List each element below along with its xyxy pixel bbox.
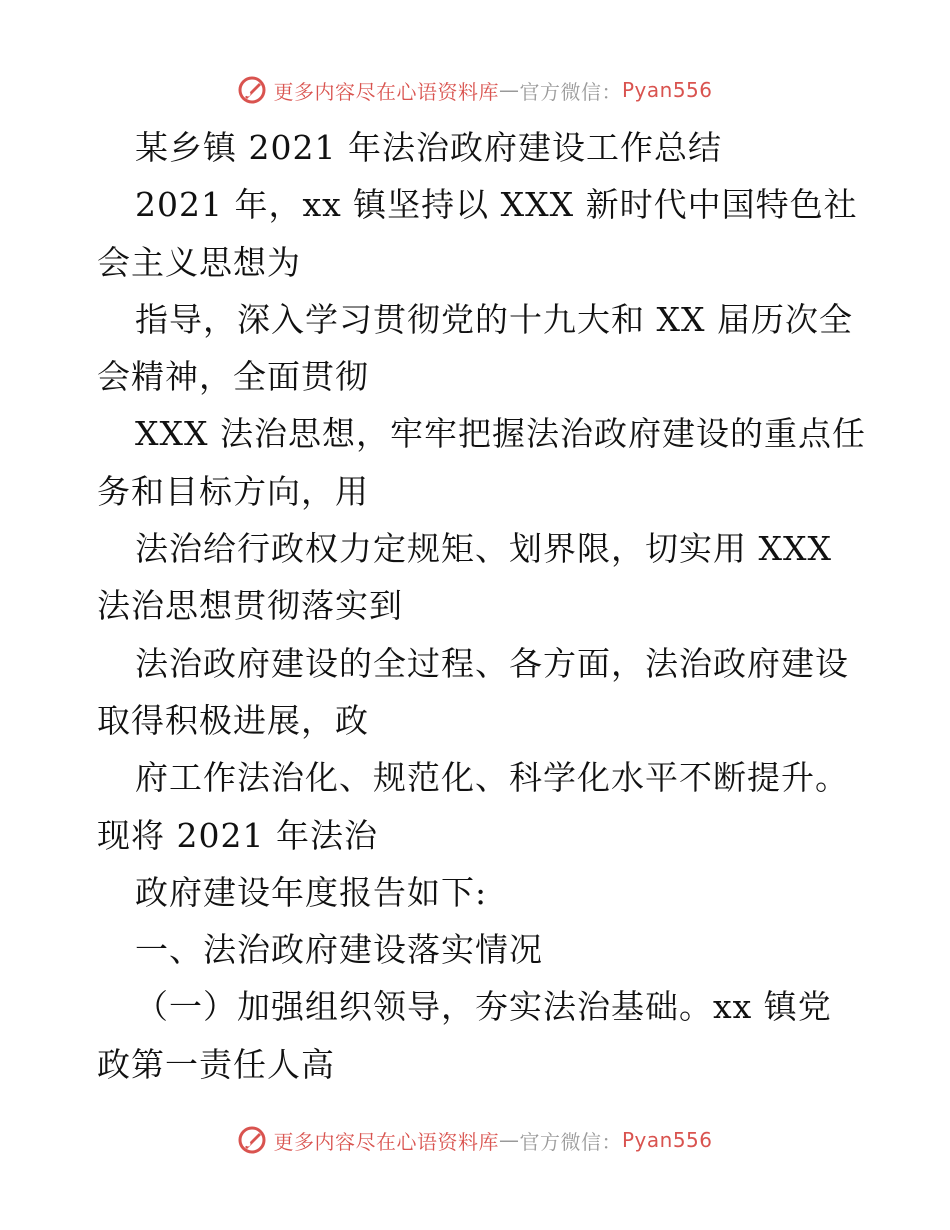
text-line: 政府建设年度报告如下: — [135, 872, 488, 912]
watermark-wechat-label: 官方微信： — [519, 79, 622, 104]
quill-seal-icon — [237, 75, 267, 105]
watermark-main-text: 更多内容尽在心语资料库 — [273, 1129, 499, 1154]
watermark-main-text: 更多内容尽在心语资料库 — [273, 79, 499, 104]
text-line: 务和目标方向，用 — [97, 471, 369, 511]
text-line: 府工作法治化、规范化、科学化水平不断提升。 — [135, 758, 849, 798]
text-line: 法治给行政权力定规矩、划界限，切实用 XXX — [135, 529, 832, 569]
text-line: 会主义思想为 — [97, 242, 301, 282]
text-line: 现将 2021 年法治 — [97, 815, 378, 855]
text-line: XXX 法治思想，牢牢把握法治政府建设的重点任 — [135, 414, 866, 454]
subsection-heading: （一）加强组织领导，夯实法治基础。xx 镇党 — [135, 987, 832, 1027]
text-line: 2021 年，xx 镇坚持以 XXX 新时代中国特色社 — [135, 185, 858, 225]
header-watermark — [0, 70, 950, 110]
quill-seal-icon — [237, 1125, 267, 1155]
watermark-wechat-id: Pyan556 — [621, 78, 713, 102]
text-line: 法治政府建设的全过程、各方面，法治政府建设 — [135, 643, 849, 683]
text-line: 法治思想贯彻落实到 — [97, 586, 403, 626]
text-line: 取得积极进展，政 — [97, 700, 369, 740]
text-line: 会精神，全面贯彻 — [97, 357, 369, 397]
watermark-separator: — — [498, 1128, 520, 1152]
document-title: 某乡镇 2021 年法治政府建设工作总结 — [135, 128, 722, 167]
footer-watermark — [0, 1120, 950, 1160]
watermark-separator: — — [498, 78, 520, 102]
watermark-wechat-label: 官方微信： — [519, 1129, 622, 1154]
watermark-wechat-id: Pyan556 — [621, 1128, 713, 1152]
text-line: 指导，深入学习贯彻党的十九大和 XX 届历次全 — [135, 299, 853, 339]
text-line: 政第一责任人高 — [97, 1044, 335, 1084]
document-body — [97, 119, 866, 1093]
section-heading: 一、法治政府建设落实情况 — [135, 930, 543, 970]
